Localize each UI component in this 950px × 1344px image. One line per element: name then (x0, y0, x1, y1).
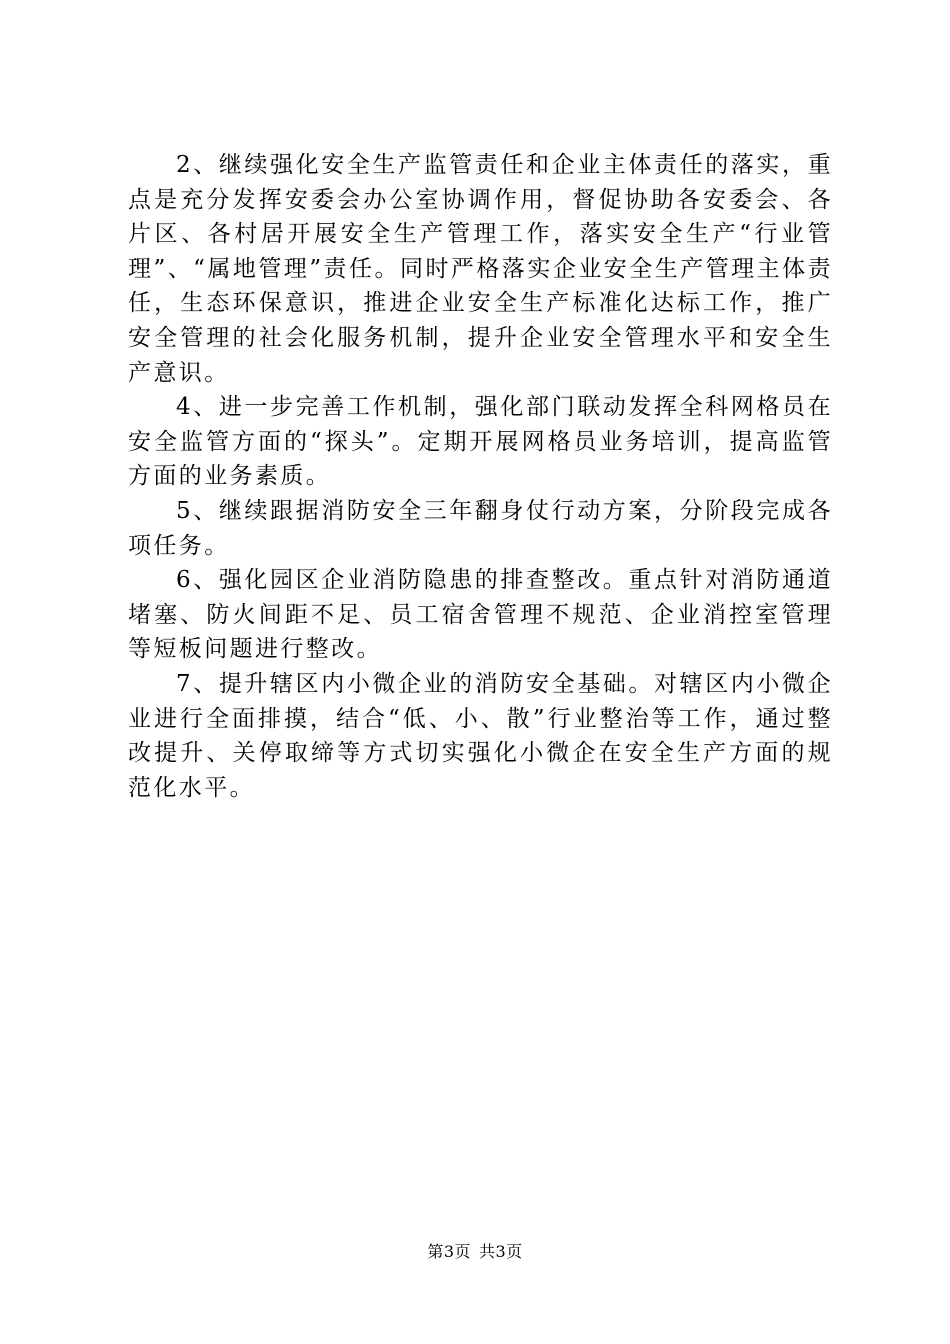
paragraph-item-4: 4、进一步完善工作机制，强化部门联动发挥全科网格员在安全监管方面的“探头”。定期开展网格员业务培训，提高监管方面的业务素质。 (128, 394, 833, 490)
paragraph-item-5: 5、继续跟据消防安全三年翻身仗行动方案，分阶段完成各项任务。 (128, 497, 833, 559)
page-number-total: 共3页 (479, 1242, 523, 1261)
paragraph-item-6: 6、强化园区企业消防隐患的排查整改。重点针对消防通道堵塞、防火间距不足、员工宿舍管理不规范、企业消控室管理等短板问题进行整改。 (128, 567, 833, 663)
document-body (128, 148, 833, 805)
page-number-current: 第3页 (427, 1242, 471, 1261)
page-footer (0, 1242, 950, 1262)
paragraph-item-2: 2、继续强化安全生产监管责任和企业主体责任的落实，重点是充分发挥安委会办公室协调作用，督促协助各安委会、各片区、各村居开展安全生产管理工作，落实安全生产“行业管理”、“属地管理”责任。同时严格落实企业安全生产管理主体责任，生态环保意识，推进企业安全生产标准化达标工作，推广安全管理的社会化服务机制，提升企业安全管理水平和安全生产意识。 (128, 152, 833, 386)
paragraph-item-7: 7、提升辖区内小微企业的消防安全基础。对辖区内小微企业进行全面排摸，结合“低、小、散”行业整治等工作，通过整改提升、关停取缔等方式切实强化小微企在安全生产方面的规范化水平。 (128, 670, 833, 801)
